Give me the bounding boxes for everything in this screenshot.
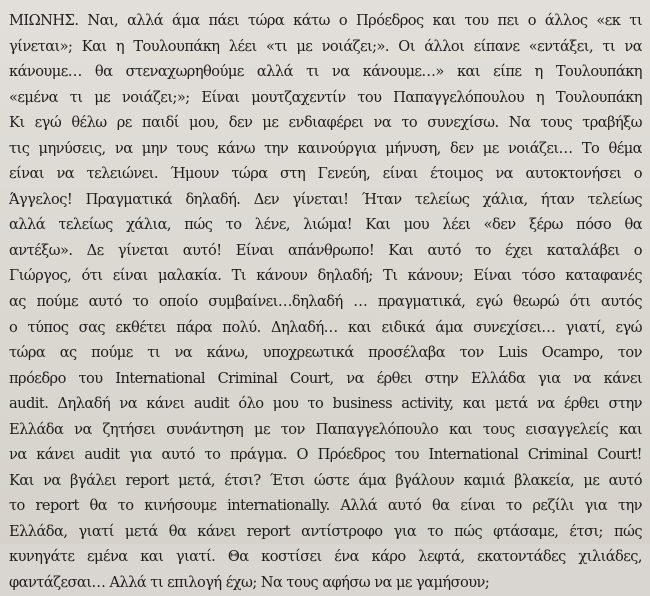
text-line: αντέξω». Δε γίνεται αυτό! Είναι απάνθρωπο! Και αυτό το έχει καταλάβει ο <box>9 241 642 259</box>
text-line: τις μηνύσεις, να μην τους κάνω την καινούργια μήνυση, δεν με νοιάζει… Το θέμα <box>9 139 642 157</box>
text-line: ο τύπος σας εκθέτει πάρα πολύ. Δηλαδή… και ειδικά άμα συνεχίσει… γιατί, εγώ <box>9 318 642 336</box>
text-line: αλλά τελείως χάλια, πώς το λένε, λιώμα! Και μου λέει «δεν ξέρω πόσο θα <box>9 216 642 234</box>
text-line: Γιώργος, ότι είναι μαλακία. Τι κάνουν δηλαδή; Τι κάνουν; Είναι τόσο καταφανές <box>9 267 642 285</box>
transcript-paragraph <box>9 8 642 596</box>
text-line: Κι εγώ θέλω ρε παιδί μου, δεν με ενδιαφέρει να το συνεχίσω. Να τους τραβήξω <box>9 114 642 132</box>
text-line: «εμένα τι με νοιάζει;»; Είναι μουτζαχεντίν του Παπαγγελόπουλου η Τουλουπάκη <box>9 88 642 106</box>
text-line: ΜΙΩΝΗΣ. Ναι, αλλά άμα πάει τώρα κάτω ο Πρόεδρος και του πει ο άλλος «εκ τι <box>9 12 642 29</box>
text-line: κυνηγάτε εμένα και γιατί. Θα κοστίσει ένα κάρο λεφτά, εκατοντάδες χιλιάδες, <box>9 548 642 566</box>
text-line: πρόεδρο του International Criminal Court, να έρθει στην Ελλάδα για να κάνει <box>9 369 642 387</box>
text-line: το report θα το κινήσουμε internationally. Αλλά αυτό θα είναι το ρεζίλι για την <box>9 497 642 515</box>
text-line: είναι να τελειώνει. Ήμουν τώρα στη Γενεύη, είναι έτοιμος να αυτοκτονήσει ο <box>9 165 642 183</box>
text-line: Ελλάδα να ζητήσει συνάντηση με τον Παπαγγελόπουλο και τους εισαγγελείς και <box>9 420 642 438</box>
text-line: audit. Δηλαδή να κάνει audit όλο μου το business activity, και μετά να έρθει στην <box>9 395 642 413</box>
text-line: γίνεται»; Και η Τουλουπάκη λέει «τι με νοιάζει;». Οι άλλοι είπανε «εντάξει, τι να <box>9 37 642 55</box>
text-line: να κάνει audit για αυτό το πράγμα. Ο Πρόεδρος του International Criminal Court! <box>9 446 642 464</box>
text-line: κάνουμε… θα στεναχωρηθούμε αλλά τι να κάνουμε…» και είπε η Τουλουπάκη <box>9 63 642 81</box>
text-line: Ελλάδα, γιατί μετά θα κάνει report αντίστροφο για το πώς φτάσαμε, έτσι; πώς <box>9 522 642 540</box>
text-line: φαντάζεσαι… Αλλά τι επιλογή έχω; Να τους αφήσω να με γαμήσουν; <box>9 574 490 592</box>
text-line: Και να βγάλει report μετά, έτσι? Έτσι ώστε άμα βγάλουν καμιά βλακεία, με αυτό <box>9 471 642 489</box>
text-line: τώρα ας πούμε τι να κάνω, υποχρεωτικά προσέλαβα τον Luis Ocampo, τον <box>9 344 642 362</box>
text-line: ας πούμε αυτό το οποίο συμβαίνει…δηλαδή … πραγματικά, εγώ θεωρώ ότι αυτός <box>9 293 642 311</box>
text-line: Άγγελος! Πραγματικά δηλαδή. Δεν γίνεται! Ήταν τελείως χάλια, ήταν τελείως <box>9 190 642 208</box>
